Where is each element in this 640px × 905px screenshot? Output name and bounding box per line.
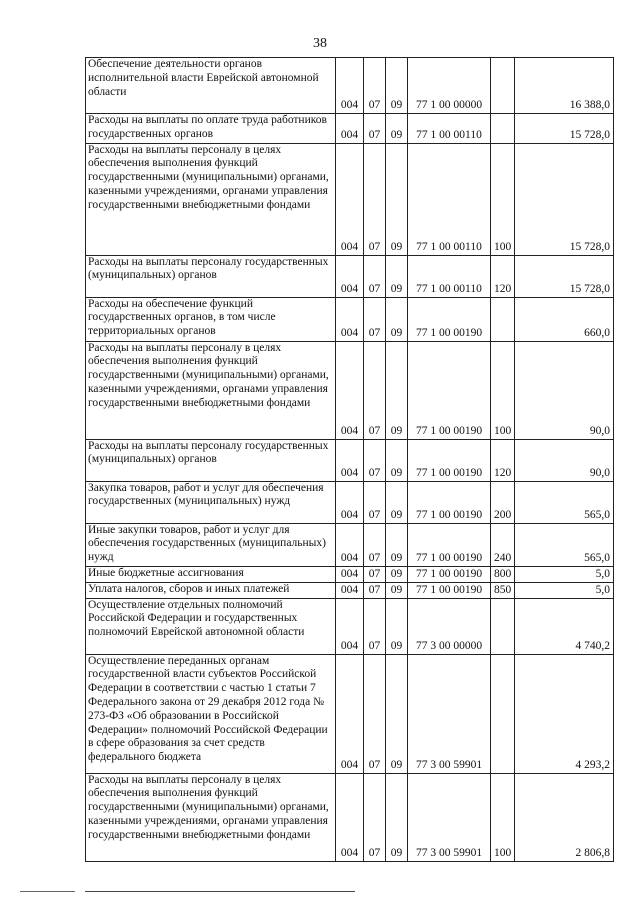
subsection-code: 09 [386, 773, 408, 861]
table-row [86, 773, 614, 861]
expense-type-code: 200 [491, 481, 515, 523]
target-code: 77 3 00 59901 [408, 773, 491, 861]
section-code: 07 [364, 598, 386, 654]
amount: 15 728,0 [515, 143, 614, 255]
ministry-code: 004 [336, 255, 364, 297]
table-row [86, 566, 614, 582]
subsection-code: 09 [386, 58, 408, 114]
expense-type-code: 100 [491, 773, 515, 861]
subsection-code: 09 [386, 143, 408, 255]
subsection-code: 09 [386, 566, 408, 582]
table-row [86, 58, 614, 114]
page-number: 38 [313, 36, 327, 51]
row-name: Расходы на выплаты персоналу в целях обеспечения выполнения функций государственными (муниципальными) органами, казенными учреждениями, органами управления государственными внебюджетными фондами [86, 143, 336, 255]
amount: 16 388,0 [515, 58, 614, 114]
subsection-code: 09 [386, 481, 408, 523]
amount: 2 806,8 [515, 773, 614, 861]
section-code: 07 [364, 654, 386, 773]
amount: 5,0 [515, 582, 614, 598]
target-code: 77 1 00 00190 [408, 523, 491, 566]
budget-table [85, 57, 614, 862]
section-code: 07 [364, 255, 386, 297]
ministry-code: 004 [336, 439, 364, 481]
row-name: Расходы на выплаты персоналу государственных (муниципальных) органов [86, 439, 336, 481]
row-name: Закупка товаров, работ и услуг для обеспечения государственных (муниципальных) нужд [86, 481, 336, 523]
section-code: 07 [364, 297, 386, 341]
expense-type-code: 240 [491, 523, 515, 566]
target-code: 77 1 00 00190 [408, 481, 491, 523]
row-name: Осуществление отдельных полномочий Российской Федерации и государственных полномочий Еврейской автономной области [86, 598, 336, 654]
amount: 4 740,2 [515, 598, 614, 654]
expense-type-code: 100 [491, 143, 515, 255]
table-row [86, 598, 614, 654]
section-code: 07 [364, 58, 386, 114]
expense-type-code: 850 [491, 582, 515, 598]
subsection-code: 09 [386, 341, 408, 439]
expense-type-code [491, 654, 515, 773]
subsection-code: 09 [386, 255, 408, 297]
ministry-code: 004 [336, 773, 364, 861]
table-row [86, 114, 614, 144]
section-code: 07 [364, 582, 386, 598]
table-row [86, 143, 614, 255]
amount: 90,0 [515, 341, 614, 439]
expense-type-code [491, 58, 515, 114]
row-name: Расходы на обеспечение функций государственных органов, в том числе территориальных органов [86, 297, 336, 341]
section-code: 07 [364, 341, 386, 439]
subsection-code: 09 [386, 297, 408, 341]
row-name: Иные закупки товаров, работ и услуг для обеспечения государственных (муниципальных) нужд [86, 523, 336, 566]
table-row [86, 654, 614, 773]
table-row [86, 523, 614, 566]
section-code: 07 [364, 439, 386, 481]
row-name: Уплата налогов, сборов и иных платежей [86, 582, 336, 598]
amount: 660,0 [515, 297, 614, 341]
expense-type-code: 120 [491, 439, 515, 481]
amount: 565,0 [515, 523, 614, 566]
footer-mark [20, 891, 75, 892]
table-row [86, 297, 614, 341]
table-row [86, 255, 614, 297]
section-code: 07 [364, 566, 386, 582]
row-name: Расходы на выплаты персоналу в целях обеспечения выполнения функций государственными (муниципальными) органами, казенными учреждениями, органами управления государственными внебюджетными фондами [86, 773, 336, 861]
expense-type-code [491, 598, 515, 654]
ministry-code: 004 [336, 598, 364, 654]
expense-type-code: 120 [491, 255, 515, 297]
row-name: Расходы на выплаты по оплате труда работников государственных органов [86, 114, 336, 144]
table-row [86, 439, 614, 481]
table-row [86, 481, 614, 523]
amount: 5,0 [515, 566, 614, 582]
table-row [86, 582, 614, 598]
ministry-code: 004 [336, 582, 364, 598]
target-code: 77 1 00 00190 [408, 566, 491, 582]
ministry-code: 004 [336, 341, 364, 439]
section-code: 07 [364, 773, 386, 861]
subsection-code: 09 [386, 582, 408, 598]
target-code: 77 1 00 00000 [408, 58, 491, 114]
ministry-code: 004 [336, 523, 364, 566]
amount: 15 728,0 [515, 255, 614, 297]
subsection-code: 09 [386, 114, 408, 144]
target-code: 77 3 00 59901 [408, 654, 491, 773]
target-code: 77 1 00 00190 [408, 582, 491, 598]
expense-type-code: 800 [491, 566, 515, 582]
section-code: 07 [364, 143, 386, 255]
amount: 15 728,0 [515, 114, 614, 144]
ministry-code: 004 [336, 297, 364, 341]
amount: 90,0 [515, 439, 614, 481]
row-name: Расходы на выплаты персоналу в целях обеспечения выполнения функций государственными (муниципальными) органами, казенными учреждениями, органами управления государственными внебюджетными фондами [86, 341, 336, 439]
ministry-code: 004 [336, 566, 364, 582]
target-code: 77 1 00 00110 [408, 255, 491, 297]
budget-table-body [86, 58, 614, 862]
ministry-code: 004 [336, 481, 364, 523]
target-code: 77 1 00 00110 [408, 114, 491, 144]
expense-type-code [491, 114, 515, 144]
target-code: 77 1 00 00110 [408, 143, 491, 255]
ministry-code: 004 [336, 143, 364, 255]
subsection-code: 09 [386, 654, 408, 773]
expense-type-code [491, 297, 515, 341]
row-name: Расходы на выплаты персоналу государственных (муниципальных) органов [86, 255, 336, 297]
target-code: 77 1 00 00190 [408, 297, 491, 341]
subsection-code: 09 [386, 439, 408, 481]
ministry-code: 004 [336, 58, 364, 114]
amount: 4 293,2 [515, 654, 614, 773]
amount: 565,0 [515, 481, 614, 523]
target-code: 77 1 00 00190 [408, 439, 491, 481]
target-code: 77 3 00 00000 [408, 598, 491, 654]
section-code: 07 [364, 114, 386, 144]
section-code: 07 [364, 481, 386, 523]
row-name: Осуществление переданных органам государственной власти субъектов Российской Федерации в соответствии с частью 1 статьи 7 Федерального закона от 29 декабря 2012 года № 273-ФЗ «Об образовании в Российской Федерации» полномочий Российской Федерации в сфере образования за счет средств федерального бюджета [86, 654, 336, 773]
subsection-code: 09 [386, 523, 408, 566]
ministry-code: 004 [336, 114, 364, 144]
subsection-code: 09 [386, 598, 408, 654]
ministry-code: 004 [336, 654, 364, 773]
table-row [86, 341, 614, 439]
row-name: Обеспечение деятельности органов исполнительной власти Еврейской автономной области [86, 58, 336, 114]
expense-type-code: 100 [491, 341, 515, 439]
section-code: 07 [364, 523, 386, 566]
row-name: Иные бюджетные ассигнования [86, 566, 336, 582]
footer-line [85, 891, 355, 892]
target-code: 77 1 00 00190 [408, 341, 491, 439]
